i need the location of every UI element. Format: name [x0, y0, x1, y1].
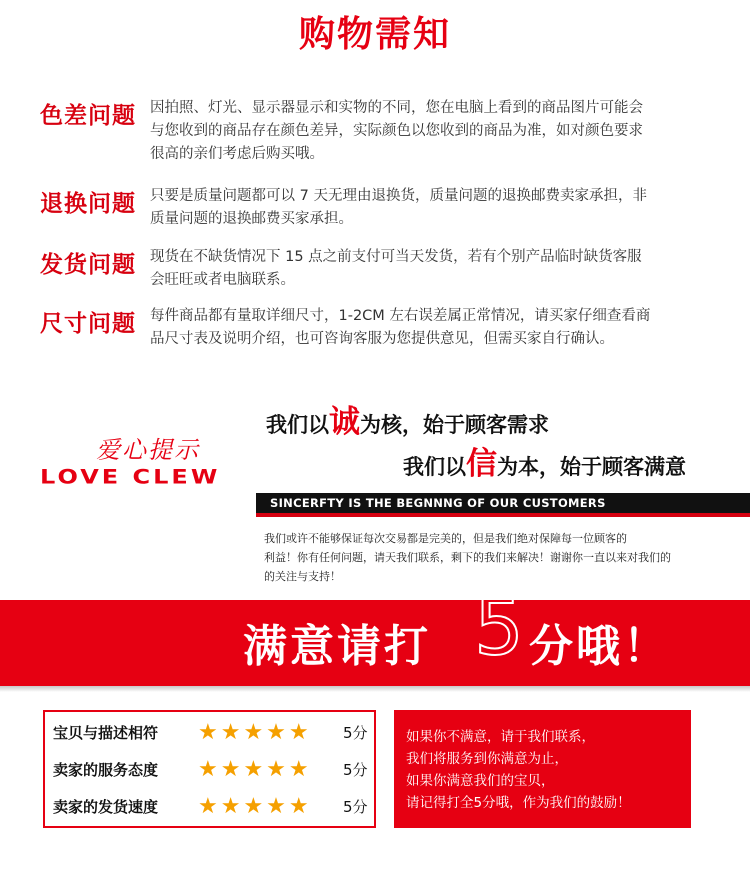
notice-label: 尺寸问题	[40, 310, 136, 337]
rating-label: 卖家的服务态度	[53, 761, 159, 779]
notice-line: 质量问题的退换邮费买家承担。	[150, 211, 353, 227]
notice-text	[150, 305, 710, 351]
rating-number: 5	[474, 583, 524, 673]
notice-line: 会旺旺或者电脑联系。	[150, 272, 295, 288]
notice-label: 色差问题	[40, 102, 136, 129]
note-line: 我们将服务到你满意为止，	[406, 751, 568, 767]
slogan-text: 为核，始于顾客需求	[360, 413, 549, 437]
bar-accent	[256, 513, 750, 517]
page-title: 购物需知	[298, 14, 451, 55]
star-icon: ★★★★★	[198, 720, 312, 745]
note-line: 如果你满意我们的宝贝，	[406, 773, 555, 789]
note-line: 请记得打全5分哦，作为我们的鼓励！	[406, 795, 631, 811]
slogan-text: 我们以	[266, 413, 329, 437]
rating-banner-post: 分哦！	[529, 621, 670, 672]
rating-banner-pre: 满意请打	[243, 621, 431, 672]
notice-line: 品尺寸表及说明介绍，也可咨询客服为您提供意见，但需买家自行确认。	[150, 331, 614, 347]
rating-score: 5分	[343, 724, 368, 742]
rating-label: 卖家的发货速度	[53, 798, 159, 816]
satisfaction-note	[394, 710, 691, 828]
star-icon: ★★★★★	[198, 757, 312, 782]
promise-line: 利益！你有任何问题，请天我们联系，剩下的我们来解决！谢谢你一直以来对我们的	[264, 551, 671, 564]
notice-text	[150, 246, 710, 292]
rating-row	[53, 720, 373, 746]
notice-text	[150, 97, 710, 166]
slogan-highlight: 信	[466, 446, 497, 482]
slogan-text: 为本，始于顾客满意	[497, 455, 686, 479]
star-icon: ★★★★★	[198, 794, 312, 819]
promise-line: 的关注与支持！	[264, 570, 341, 583]
banner-shadow	[0, 686, 750, 692]
logo-english: LOVE CLEW	[40, 466, 221, 489]
promise-line: 我们或许不能够保证每次交易都是完美的，但是我们绝对保障每一位顾客的	[264, 532, 627, 545]
rating-box	[43, 710, 376, 828]
rating-score: 5分	[343, 798, 368, 816]
notice-label: 发货问题	[40, 251, 136, 278]
rating-label: 宝贝与描述相符	[53, 724, 159, 742]
notice-line: 很高的亲们考虑后购买哦。	[150, 146, 324, 162]
slogan-trust	[403, 438, 686, 483]
rating-row	[53, 794, 373, 820]
notice-line: 与您收到的商品存在颜色差异，实际颜色以您收到的商品为准，如对颜色要求	[150, 123, 643, 139]
rating-score: 5分	[343, 761, 368, 779]
note-line: 如果你不满意，请于我们联系，	[406, 729, 595, 745]
notice-line: 因拍照、灯光、显示器显示和实物的不同，您在电脑上看到的商品图片可能会	[150, 100, 643, 116]
sincerity-bar: SINCERFTY IS THE BEGNNNG OF OUR CUSTOMERS	[256, 493, 750, 513]
promise-text	[264, 529, 714, 586]
notice-line: 只要是质量问题都可以 7 天无理由退换货，质量问题的退换邮费卖家承担，非	[150, 188, 647, 204]
rating-banner-text	[243, 610, 670, 674]
notice-line: 每件商品都有量取详细尺寸，1-2CM 左右误差属正常情况，请买家仔细查看商	[150, 308, 651, 324]
notice-line: 现货在不缺货情况下 15 点之前支付可当天发货，若有个别产品临时缺货客服	[150, 249, 642, 265]
logo-chinese: 爱心提示	[96, 436, 200, 464]
slogan-text: 我们以	[403, 455, 466, 479]
slogan-sincerity	[266, 396, 549, 441]
notice-text	[150, 185, 710, 231]
rating-row	[53, 757, 373, 783]
notice-label: 退换问题	[40, 190, 136, 217]
slogan-highlight: 诚	[329, 404, 360, 440]
